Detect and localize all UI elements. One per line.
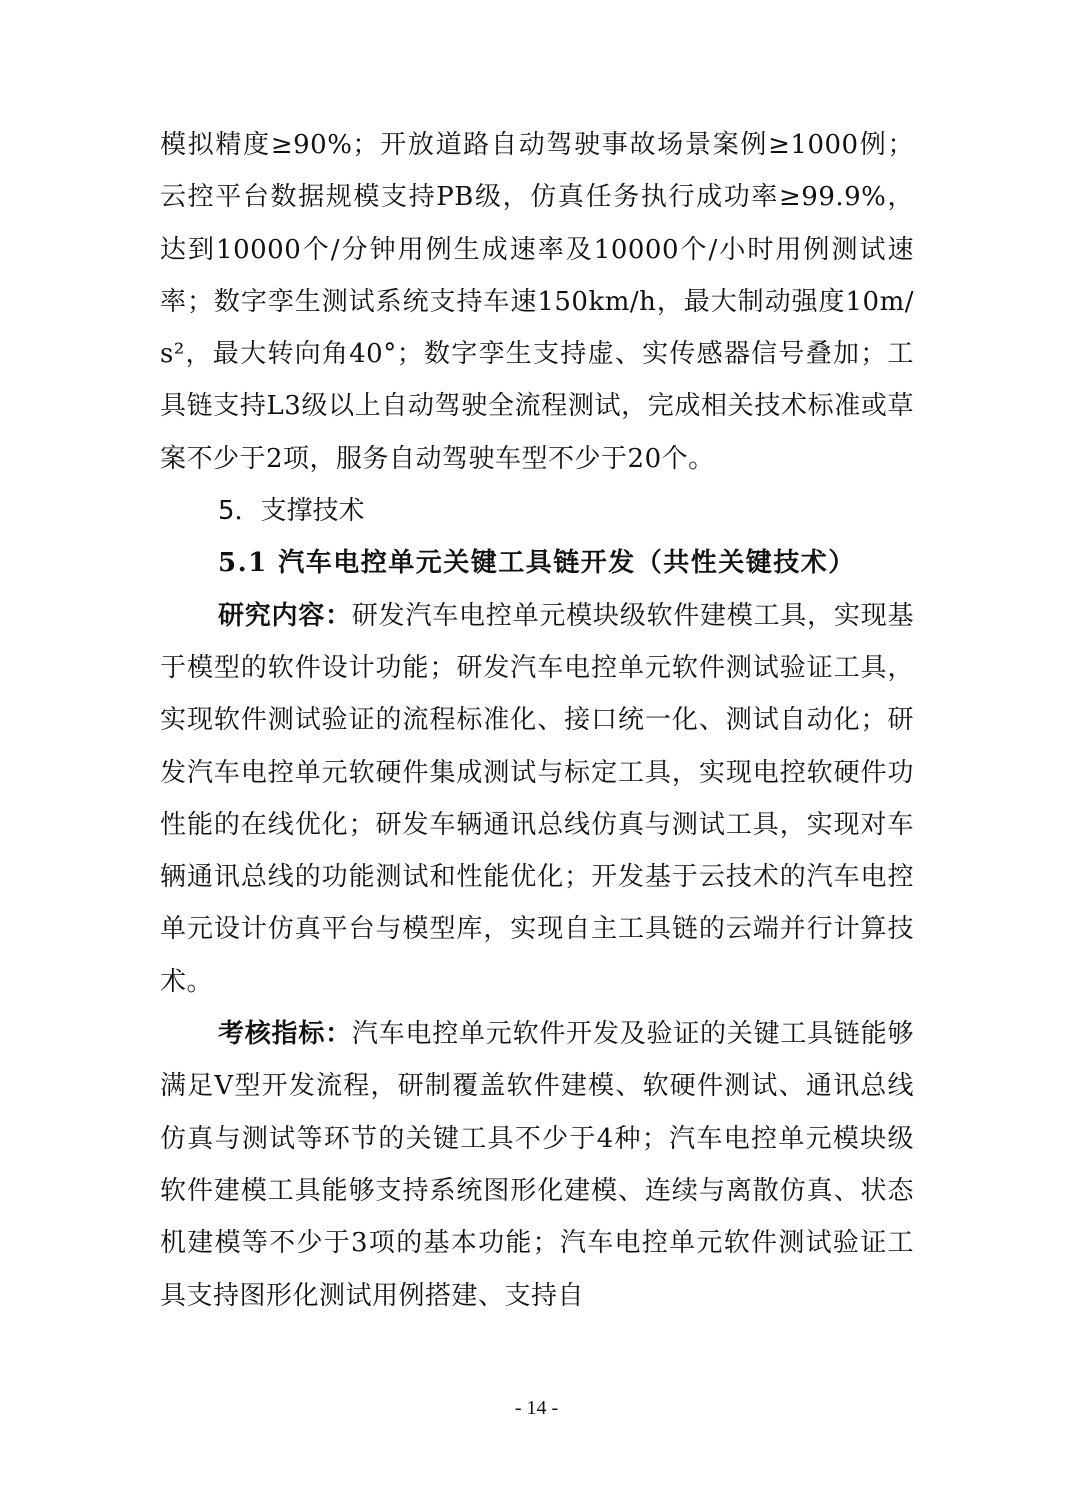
research-content-text: 研发汽车电控单元模块级软件建模工具，实现基于模型的软件设计功能；研发汽车电控单元软件测试验证工具，实现软件测试验证的流程标准化、接口统一化、测试自动化；研发汽车电控单元软硬件集成测试与标定工具，实现电控软硬件功性能的在线优化；研发车辆通讯总线仿真与测试工具，实现对车辆通讯总线的功能测试和性能优化；开发基于云技术的汽车电控单元设计仿真平台与模型库，实现自主工具链的云端并行计算技术。: [160, 600, 914, 997]
assessment-indicators-paragraph: [160, 1008, 914, 1322]
assessment-indicators-text: 汽车电控单元软件开发及验证的关键工具链能够满足V型开发流程，研制覆盖软件建模、软硬件测试、通讯总线仿真与测试等环节的关键工具不少于4种；汽车电控单元模块级软件建模工具能够支持系统图形化建模、连续与离散仿真、状态机建模等不少于3项的基本功能；汽车电控单元软件测试验证工具支持图形化测试用例搭建、支持自: [160, 1019, 914, 1311]
page-number: - 14 -: [514, 1397, 559, 1419]
document-body: [160, 119, 914, 1322]
research-content-paragraph: [160, 590, 914, 1008]
section-heading: 5．支撑技术: [218, 496, 365, 527]
continued-paragraph: 模拟精度≥90%；开放道路自动驾驶事故场景案例≥1000例；云控平台数据规模支持PB级，仿真任务执行成功率≥99.9%，达到10000个/分钟用例生成速率及10000个/小时用例测试速率；数字孪生测试系统支持车速150km/h，最大制动强度10m/s²，最大转向角40°；数字孪生支持虚、实传感器信号叠加；工具链支持L3级以上自动驾驶全流程测试，完成相关技术标准或草案不少于2项，服务自动驾驶车型不少于20个。: [160, 130, 914, 474]
research-content-label: 研究内容：: [218, 600, 352, 631]
assessment-indicators-label: 考核指标：: [218, 1019, 352, 1050]
subsection-heading: 5.1 汽车电控单元关键工具链开发（共性关键技术）: [218, 548, 856, 579]
